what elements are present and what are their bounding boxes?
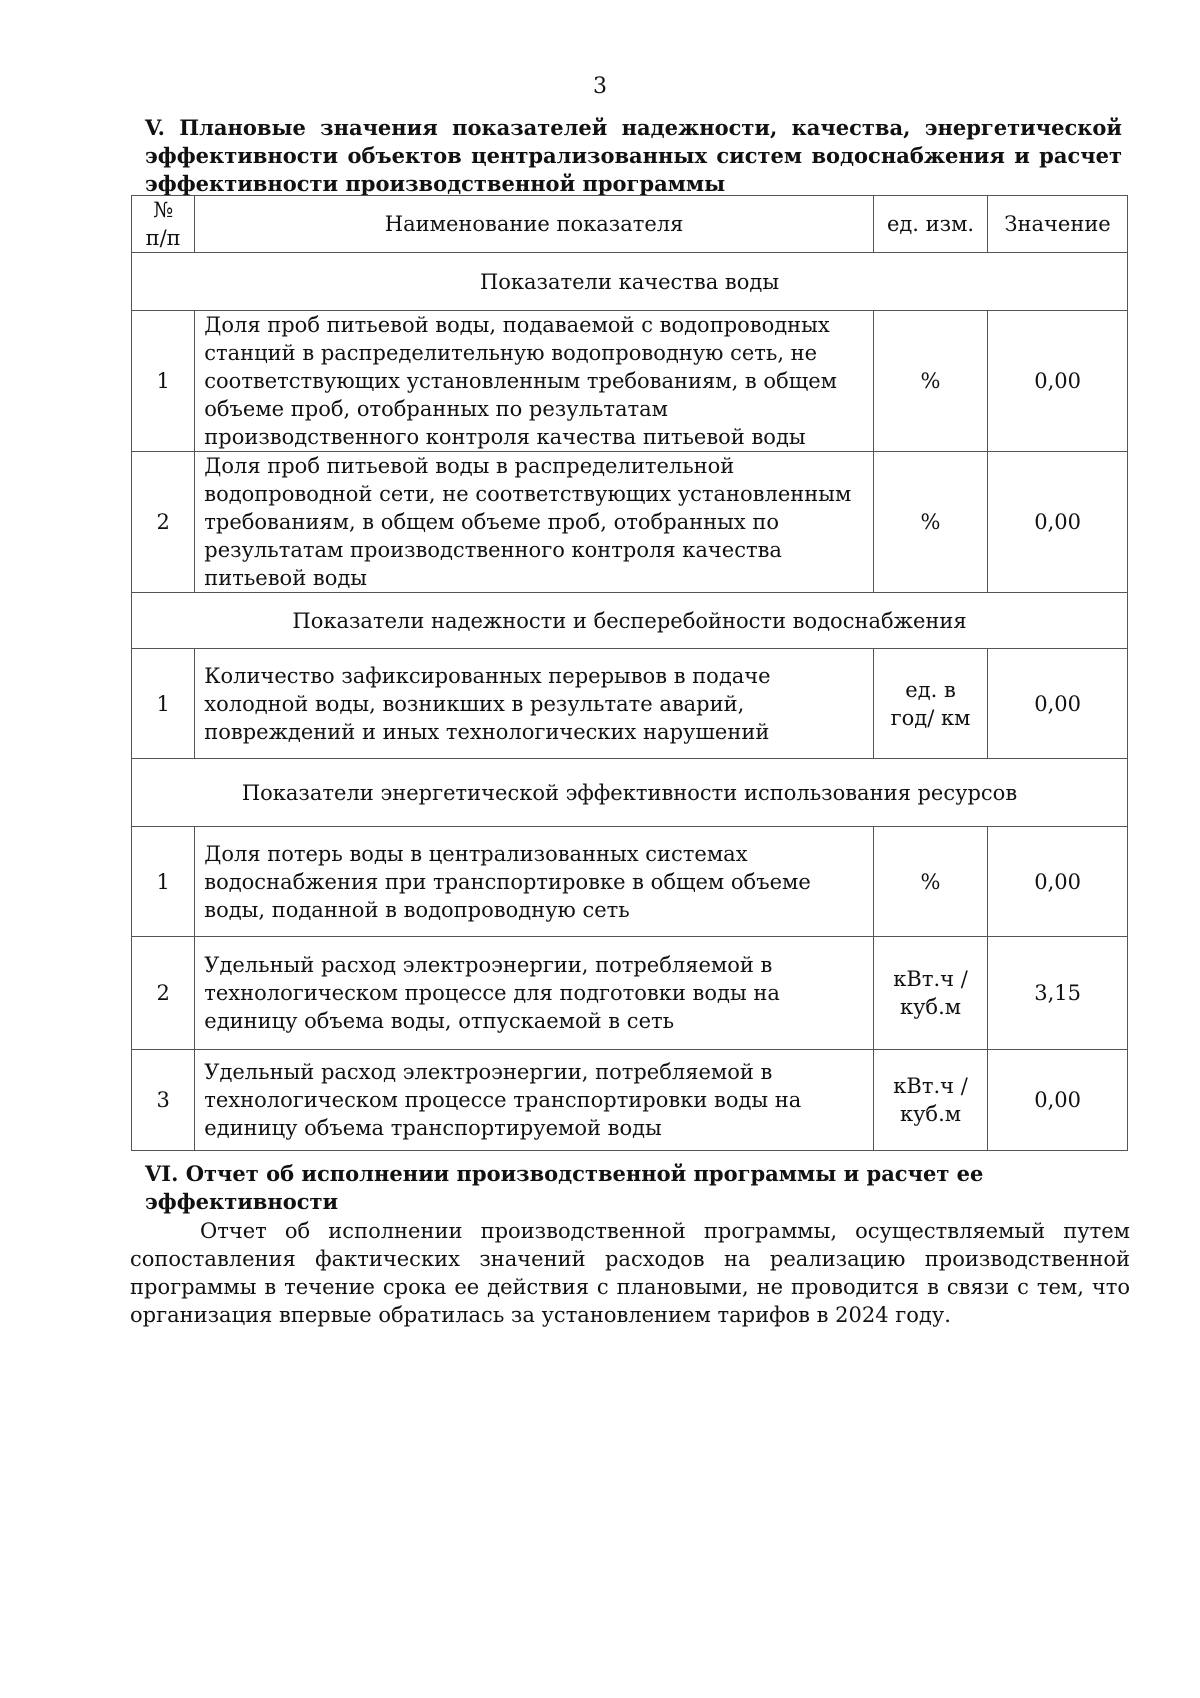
row-value: 0,00 (988, 649, 1128, 759)
table-row (132, 452, 1128, 593)
row-unit: ед. в год/ км (873, 649, 987, 759)
row-value: 0,00 (988, 1050, 1128, 1151)
group-title: Показатели надежности и бесперебойности водоснабжения (132, 593, 1128, 649)
table-row (132, 827, 1128, 937)
row-unit: кВт.ч / куб.м (873, 1050, 987, 1151)
row-unit: % (873, 311, 987, 452)
header-name: Наименование показателя (195, 196, 874, 253)
report-paragraph: Отчет об исполнении производственной программы, осуществляемый путем сопоставления фактических значений расходов на реализацию производственной программы в течение срока ее действия с плановыми, не проводится в связи с тем, что организация впервые обратилась за установлением тарифов в 2024 году. (130, 1219, 1130, 1327)
row-value: 0,00 (988, 827, 1128, 937)
row-value: 3,15 (988, 937, 1128, 1050)
group-title: Показатели качества воды (132, 253, 1128, 311)
header-value: Значение (988, 196, 1128, 253)
section-5-heading: V. Плановые значения показателей надежности, качества, энергетической эффективности объектов централизованных систем водоснабжения и расчет эффективности производственной программы (145, 115, 1122, 196)
row-num: 1 (132, 827, 195, 937)
table-row (132, 1050, 1128, 1151)
group-row-energy (132, 759, 1128, 827)
row-name: Доля проб питьевой воды, подаваемой с водопроводных станций в распределительную водопроводную сеть, не соответствующих установленным требованиям, в общем объеме проб, отобранных по результатам производственного контроля качества питьевой воды (195, 311, 874, 452)
row-value: 0,00 (988, 452, 1128, 593)
row-num: 2 (132, 937, 195, 1050)
page-number: 3 (593, 74, 607, 99)
header-num: № п/п (132, 196, 195, 253)
row-num: 2 (132, 452, 195, 593)
group-title: Показатели энергетической эффективности использования ресурсов (132, 759, 1128, 827)
group-row-quality (132, 253, 1128, 311)
table-row (132, 649, 1128, 759)
row-unit: кВт.ч / куб.м (873, 937, 987, 1050)
group-row-reliability (132, 593, 1128, 649)
row-value: 0,00 (988, 311, 1128, 452)
row-name: Доля проб питьевой воды в распределительной водопроводной сети, не соответствующих установленным требованиям, в общем объеме проб, отобранных по результатам производственного контроля качества питьевой воды (195, 452, 874, 593)
row-name: Удельный расход электроэнергии, потребляемой в технологическом процессе транспортировки воды на единицу объема транспортируемой воды (195, 1050, 874, 1151)
indicators-table (131, 195, 1128, 1151)
row-num: 1 (132, 649, 195, 759)
row-num: 3 (132, 1050, 195, 1151)
row-num: 1 (132, 311, 195, 452)
table-row (132, 311, 1128, 452)
row-name: Количество зафиксированных перерывов в подаче холодной воды, возникших в результате аварий, повреждений и иных технологических нарушений (195, 649, 874, 759)
row-unit: % (873, 452, 987, 593)
row-name: Доля потерь воды в централизованных системах водоснабжения при транспортировке в общем объеме воды, поданной в водопроводную сеть (195, 827, 874, 937)
table-header-row (132, 196, 1128, 253)
row-unit: % (873, 827, 987, 937)
row-name: Удельный расход электроэнергии, потребляемой в технологическом процессе для подготовки воды на единицу объема воды, отпускаемой в сеть (195, 937, 874, 1050)
section-6-heading: VI. Отчет об исполнении производственной программы и расчет ее эффективности (145, 1161, 984, 1214)
header-unit: ед. изм. (873, 196, 987, 253)
table-row (132, 937, 1128, 1050)
